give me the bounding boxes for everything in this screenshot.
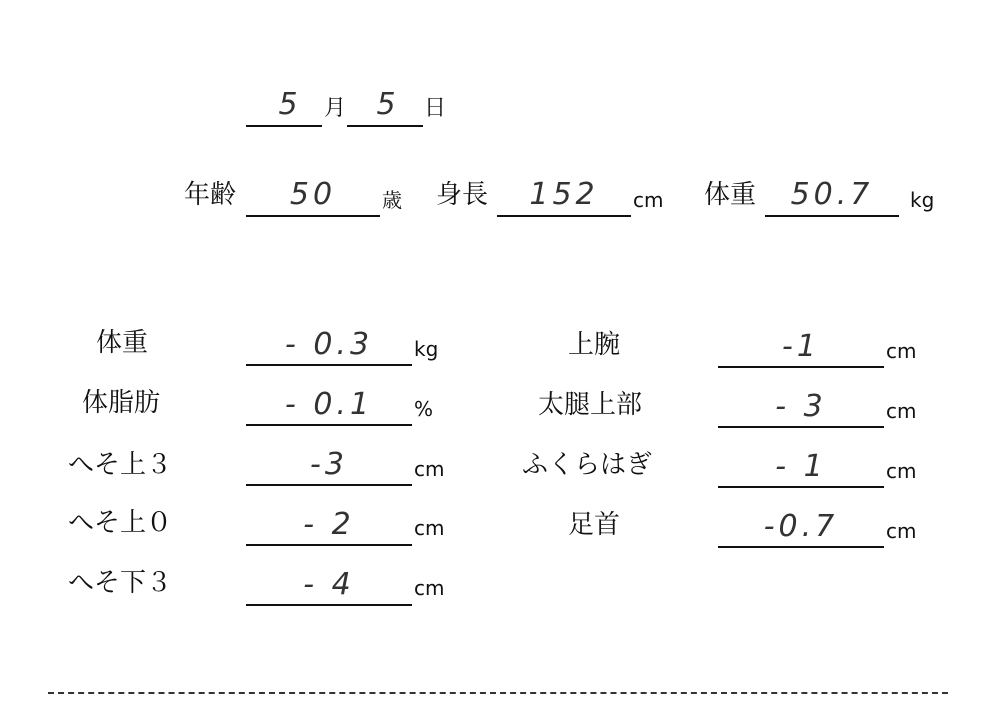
month-label: 月 <box>324 96 347 121</box>
measurement-label: 上腕 <box>568 330 621 360</box>
age-value: 50 <box>289 177 337 212</box>
measurement-label: 足首 <box>568 510 621 540</box>
measurement-label: 体重 <box>96 328 149 358</box>
measurement-label: へそ下３ <box>68 568 173 598</box>
measurement-underline <box>718 426 884 428</box>
measurement-unit: cm <box>886 519 917 543</box>
height-underline <box>497 215 631 217</box>
height-unit: cm <box>633 188 664 212</box>
measurement-unit: cm <box>886 339 917 363</box>
age-underline <box>246 215 380 217</box>
measurement-value: -0.7 <box>763 509 839 544</box>
measurement-underline <box>246 364 412 366</box>
measurement-value: -3 <box>310 447 348 482</box>
measurement-value: - 2 <box>303 507 355 542</box>
measurement-underline <box>246 604 412 606</box>
measurement-unit: % <box>414 397 434 421</box>
day-underline <box>347 125 423 127</box>
measurement-value: - 4 <box>303 567 355 602</box>
age-unit: 歳 <box>382 188 402 212</box>
measurement-label: ふくらはぎ <box>522 450 653 480</box>
measurement-value: - 1 <box>775 449 827 484</box>
weight-unit: kg <box>910 188 935 212</box>
measurement-underline <box>718 546 884 548</box>
measurement-label: へそ上３ <box>68 450 173 480</box>
measurement-underline <box>718 486 884 488</box>
measurement-unit: cm <box>886 399 917 423</box>
dashed-cut-line <box>48 692 948 694</box>
measurement-unit: cm <box>414 576 445 600</box>
measurement-underline <box>246 484 412 486</box>
month-underline <box>246 125 322 127</box>
weight-value: 50.7 <box>790 177 874 212</box>
measurement-value: - 0.1 <box>284 387 374 422</box>
measurement-label: 太腿上部 <box>538 390 643 420</box>
measurement-unit: cm <box>414 457 445 481</box>
measurement-unit: kg <box>414 337 439 361</box>
height-label: 身長 <box>436 180 489 210</box>
measurement-underline <box>246 424 412 426</box>
measurement-unit: cm <box>414 516 445 540</box>
weight-underline <box>765 215 899 217</box>
measurement-underline <box>246 544 412 546</box>
measurement-value: - 0.3 <box>284 327 374 362</box>
age-label: 年齢 <box>184 180 237 210</box>
day-label: 日 <box>424 96 447 121</box>
measurement-value: - 3 <box>775 389 827 424</box>
weight-label: 体重 <box>704 180 757 210</box>
measurement-unit: cm <box>886 459 917 483</box>
day-value: 5 <box>376 87 400 122</box>
measurement-label: 体脂肪 <box>82 388 161 418</box>
measurement-label: へそ上０ <box>68 508 173 538</box>
measurement-underline <box>718 366 884 368</box>
height-value: 152 <box>529 177 599 212</box>
month-value: 5 <box>278 87 302 122</box>
measurement-value: -1 <box>782 329 820 364</box>
